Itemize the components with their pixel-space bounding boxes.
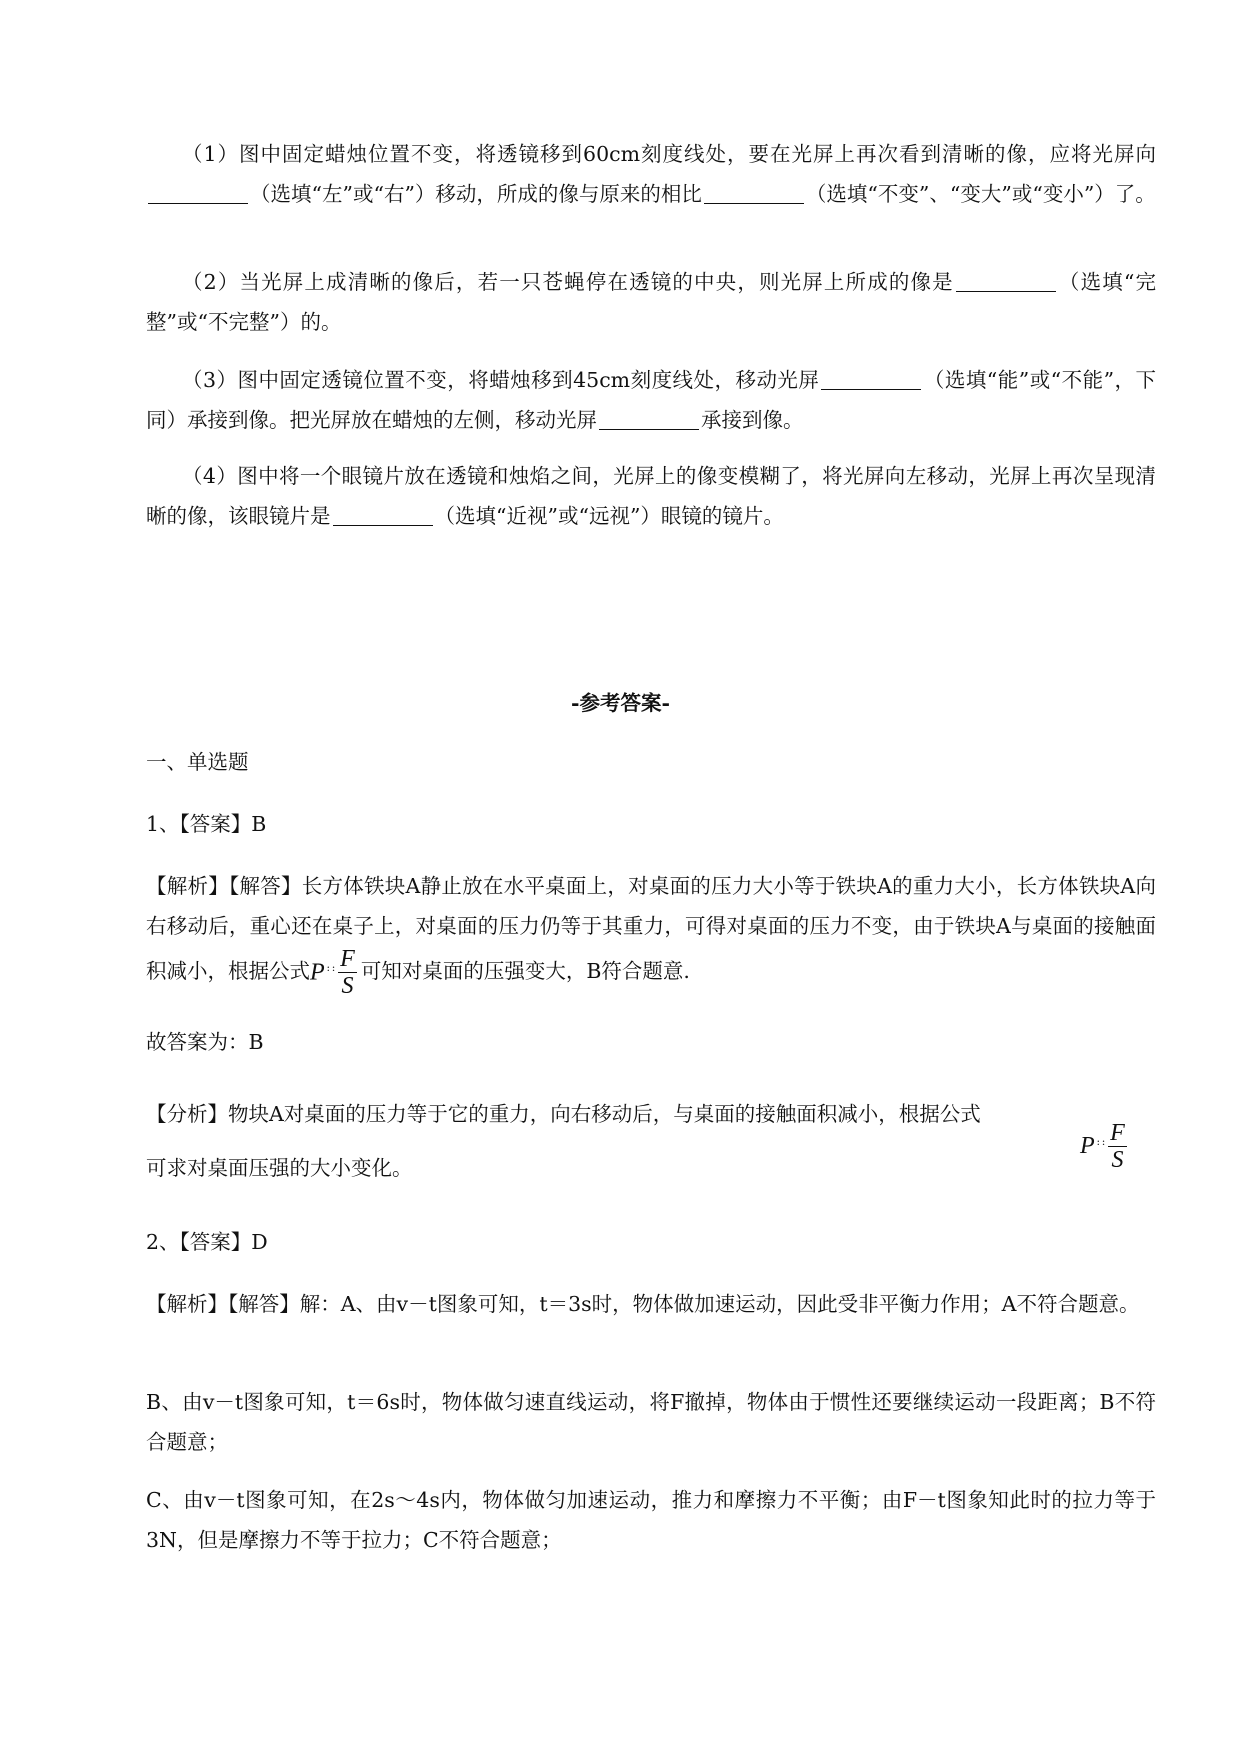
answer-blank <box>821 369 921 391</box>
question-3 <box>146 360 1156 440</box>
answer-1-analysis <box>146 866 1156 999</box>
answer-1-fenxi: 【分析】物块A对桌面的压力等于它的重力，向右移动后，与桌面的接触面积减小，根据公式 <box>146 1102 981 1126</box>
question-4-text-a: （4）图中将一个眼镜片放在透镜和烛焰之间，光屏上的像变模糊了，将光屏向左移动，光屏上再次呈现清晰的像，该眼镜片是 <box>146 464 1156 528</box>
question-3-text-c: 承接到像。 <box>701 408 804 432</box>
answer-2-option-b: B、由v－t图象可知，t＝6s时，物体做匀速直线运动，将F撤掉，物体由于惯性还要继续运动一段距离；B不符合题意； <box>146 1390 1156 1454</box>
formula-fraction <box>338 946 357 999</box>
formula-numerator: F <box>340 946 355 972</box>
answer-blank <box>599 409 699 431</box>
question-1-text-c: （选填“不变”、“变大”或“变小”）了。 <box>805 182 1156 206</box>
answer-1-conclusion: 故答案为：B <box>146 1030 264 1054</box>
question-1-text-a: （1）图中固定蜡烛位置不变，将透镜移到60cm刻度线处，要在光屏上再次看到清晰的像，应将光屏向 <box>182 142 1156 166</box>
formula-denominator: S <box>1111 1147 1124 1173</box>
formula-symbol: ꞉ ꞉ <box>326 961 335 975</box>
answer-2-option-c: C、由v－t图象可知，在2s～4s内，物体做匀加速运动，推力和摩擦力不平衡；由F－t图象知此时的拉力等于3N，但是摩擦力不等于拉力；C不符合题意； <box>146 1488 1156 1552</box>
question-4-text-b: （选填“近视”或“远视”）眼镜的镜片。 <box>434 504 784 528</box>
answer-1-analysis-text-a: 【解析】【解答】长方体铁块A静止放在水平桌面上，对桌面的压力大小等于铁块A的重力大小，长方体铁块A向右移动后，重心还在桌子上，对桌面的压力仍等于其重力，可得对桌面的压力不变，由于铁块A与桌面的接触面积减小，根据公式 <box>146 874 1156 983</box>
answer-1-label: 1、【答案】B <box>146 812 267 836</box>
answers-title: -参考答案- <box>570 691 671 715</box>
answer-1-analysis-text-b: 可知对桌面的压强变大，B符合题意. <box>360 959 690 983</box>
question-2 <box>146 262 1156 342</box>
section-heading: 一、单选题 <box>146 750 249 774</box>
answer-blank <box>704 183 804 205</box>
question-4 <box>146 456 1156 536</box>
question-1-text-b: （选填“左”或“右”）移动，所成的像与原来的相比 <box>250 182 702 206</box>
formula-symbol: ꞉ ꞉ <box>1096 1135 1105 1149</box>
answer-blank <box>956 271 1056 293</box>
answer-2-label: 2、【答案】D <box>146 1230 268 1254</box>
formula-numerator: F <box>1110 1120 1125 1146</box>
question-3-text-b: （选填“能”或“不能”，下同）承接到像。把光屏放在蜡烛的左侧，移动光屏 <box>146 368 1157 432</box>
answer-blank <box>333 505 433 527</box>
formula-denominator: S <box>341 973 354 999</box>
formula-p: P <box>1080 1133 1095 1159</box>
answer-1-fenxi-end: 可求对桌面压强的大小变化。 <box>146 1156 413 1180</box>
formula-p: P <box>310 959 325 986</box>
question-1 <box>146 134 1156 214</box>
question-2-text-b: （选填“完整”或“不完整”）的。 <box>146 270 1156 334</box>
answer-2-analysis: 【解析】【解答】解：A、由v－t图象可知，t＝3s时，物体做加速运动，因此受非平衡力作用；A不符合题意。 <box>146 1292 1140 1316</box>
pressure-formula <box>310 946 361 999</box>
answer-blank <box>148 183 248 205</box>
question-3-text-a: （3）图中固定透镜位置不变，将蜡烛移到45cm刻度线处，移动光屏 <box>182 368 820 392</box>
question-2-text-a: （2）当光屏上成清晰的像后，若一只苍蝇停在透镜的中央，则光屏上所成的像是 <box>182 270 954 294</box>
